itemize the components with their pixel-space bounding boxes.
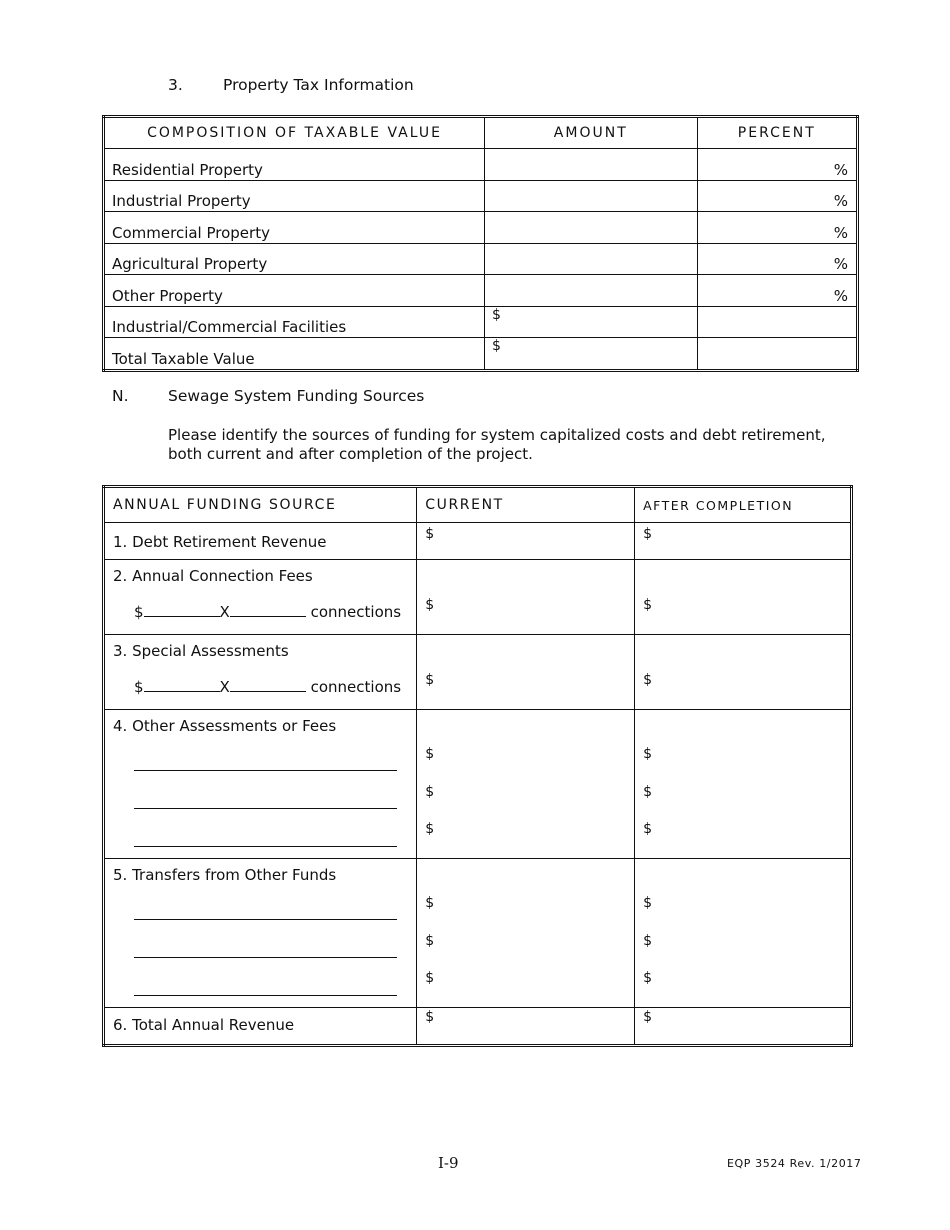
row-label: Commercial Property	[104, 212, 485, 244]
after-completion-field[interactable]	[635, 635, 852, 710]
dollar-sign: $	[425, 821, 435, 837]
table-row	[104, 180, 858, 212]
table-row	[104, 243, 858, 275]
section-title: Property Tax Information	[223, 76, 414, 94]
percent-field[interactable]	[697, 338, 857, 371]
after-completion-field[interactable]	[635, 560, 852, 635]
dollar-sign: $	[643, 970, 653, 986]
dollar-sign: $	[643, 746, 653, 762]
current-field[interactable]	[417, 1008, 635, 1046]
amount-field[interactable]: $	[485, 306, 698, 338]
dollar-sign: $	[425, 784, 435, 800]
page-number: I-9	[438, 1154, 459, 1172]
table-row	[104, 338, 858, 371]
row-label: 5. Transfers from Other Funds	[113, 866, 337, 884]
source-blank-line[interactable]	[134, 808, 397, 809]
dollar-sign: $	[425, 970, 435, 986]
table-row	[104, 859, 852, 1008]
percent-field[interactable]: %	[697, 212, 857, 244]
instructions-paragraph: Please identify the sources of funding for system capitalized costs and debt retirement, both current and after completion of the project.	[168, 426, 826, 463]
section-number: 3.	[168, 76, 183, 94]
after-completion-field[interactable]	[635, 523, 852, 560]
column-header: AMOUNT	[485, 117, 698, 149]
form-number: EQP 3524 Rev. 1/2017	[727, 1157, 862, 1170]
column-header: PERCENT	[697, 117, 857, 149]
dollar-sign: $	[425, 895, 435, 911]
row-label: 6. Total Annual Revenue	[113, 1016, 295, 1034]
amount-field[interactable]	[485, 180, 698, 212]
count-blank[interactable]	[230, 604, 306, 617]
current-field[interactable]	[417, 710, 635, 859]
dollar-sign: $	[643, 933, 653, 949]
fee-blank[interactable]	[144, 604, 220, 617]
dollar-sign: $	[643, 895, 653, 911]
row-label: Residential Property	[104, 149, 485, 181]
count-blank[interactable]	[230, 679, 306, 692]
column-header: CURRENT	[417, 487, 635, 523]
table-row	[104, 1008, 852, 1046]
table-row	[104, 710, 852, 859]
property-tax-table	[102, 115, 859, 372]
row-label: 3. Special Assessments	[113, 642, 289, 660]
row-label: Total Taxable Value	[104, 338, 485, 371]
dollar-sign: $	[643, 672, 653, 688]
dollar-sign: $	[425, 933, 435, 949]
table-row	[104, 523, 852, 560]
column-header: AFTER COMPLETION	[635, 487, 852, 523]
fee-blank[interactable]	[144, 679, 220, 692]
row-label: 1. Debt Retirement Revenue	[113, 533, 327, 551]
source-blank-line[interactable]	[134, 919, 397, 920]
table-row	[104, 635, 852, 710]
after-completion-field[interactable]	[635, 710, 852, 859]
column-header: COMPOSITION OF TAXABLE VALUE	[104, 117, 485, 149]
table-row	[104, 212, 858, 244]
amount-field[interactable]	[485, 212, 698, 244]
percent-field[interactable]	[697, 306, 857, 338]
column-header: ANNUAL FUNDING SOURCE	[104, 487, 417, 523]
source-blank-line[interactable]	[134, 770, 397, 771]
source-blank-line[interactable]	[134, 957, 397, 958]
current-field[interactable]	[417, 523, 635, 560]
amount-field[interactable]	[485, 149, 698, 181]
amount-field[interactable]: $	[485, 338, 698, 371]
section-letter: N.	[112, 387, 129, 405]
dollar-sign: $	[425, 672, 435, 688]
row-label: 4. Other Assessments or Fees	[113, 717, 337, 735]
table-header-row	[104, 117, 858, 149]
dollar-sign: $	[643, 526, 653, 542]
table-row	[104, 149, 858, 181]
table-row	[104, 560, 852, 635]
table-row	[104, 306, 858, 338]
dollar-sign: $	[425, 526, 435, 542]
current-field[interactable]	[417, 859, 635, 1008]
row-label: Industrial/Commercial Facilities	[104, 306, 485, 338]
row-label: 2. Annual Connection Fees	[113, 567, 313, 585]
source-blank-line[interactable]	[134, 846, 397, 847]
percent-field[interactable]: %	[697, 149, 857, 181]
dollar-sign: $	[643, 821, 653, 837]
source-blank-line[interactable]	[134, 995, 397, 996]
dollar-sign: $	[643, 1009, 653, 1025]
current-field[interactable]	[417, 635, 635, 710]
connection-fee-line: $ X connections	[134, 603, 402, 621]
percent-field[interactable]: %	[697, 243, 857, 275]
row-label: Industrial Property	[104, 180, 485, 212]
percent-field[interactable]: %	[697, 275, 857, 307]
after-completion-field[interactable]	[635, 1008, 852, 1046]
amount-field[interactable]	[485, 243, 698, 275]
dollar-sign: $	[425, 746, 435, 762]
funding-sources-table	[102, 485, 853, 1047]
section-title: Sewage System Funding Sources	[168, 387, 425, 405]
dollar-sign: $	[643, 597, 653, 613]
dollar-sign: $	[425, 597, 435, 613]
table-row	[104, 275, 858, 307]
assessment-line: $ X connections	[134, 678, 402, 696]
row-label: Agricultural Property	[104, 243, 485, 275]
dollar-sign: $	[425, 1009, 435, 1025]
amount-field[interactable]	[485, 275, 698, 307]
percent-field[interactable]: %	[697, 180, 857, 212]
dollar-sign: $	[643, 784, 653, 800]
current-field[interactable]	[417, 560, 635, 635]
after-completion-field[interactable]	[635, 859, 852, 1008]
row-label: Other Property	[104, 275, 485, 307]
table-header-row	[104, 487, 852, 523]
